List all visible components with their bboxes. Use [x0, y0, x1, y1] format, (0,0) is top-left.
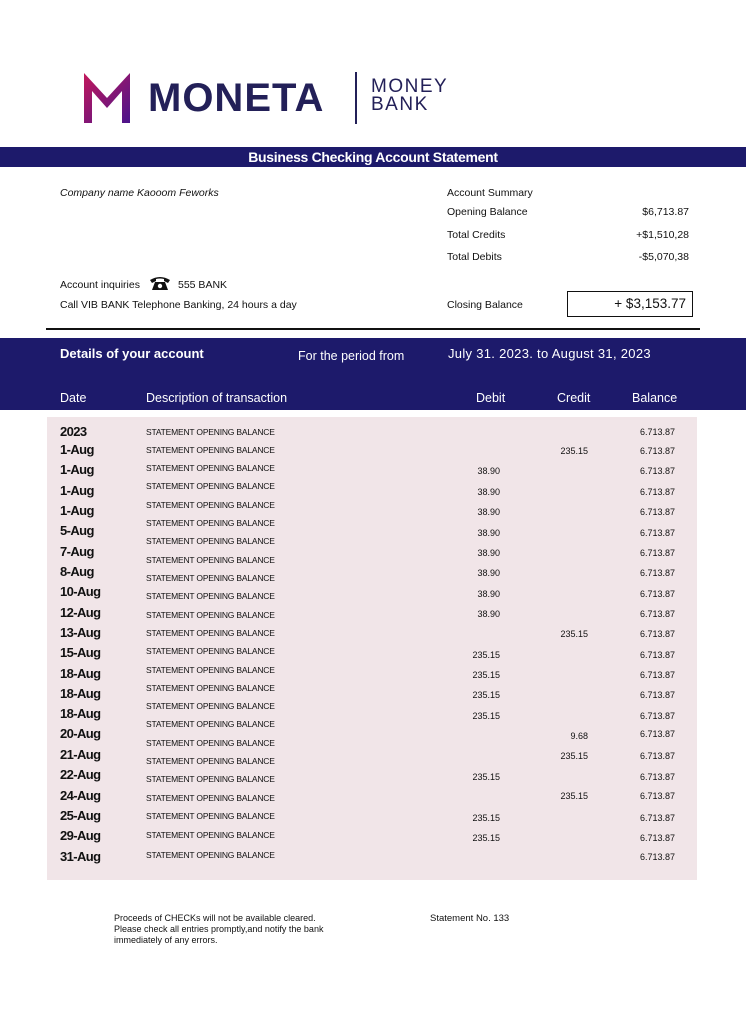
row-description: STATEMENT OPENING BALANCE	[146, 500, 275, 510]
row-date: 7-Aug	[60, 544, 94, 559]
footnote: Proceeds of CHECKs will not be available cleared. Please check all entries promptly,and notify the bank immediately of any errors.	[114, 913, 324, 945]
row-credit: 235.15	[560, 629, 588, 639]
row-balance: 6.713.87	[639, 568, 675, 578]
row-debit: 38.90	[477, 466, 500, 476]
total-debits-value: -$5,070,38	[638, 251, 689, 263]
row-description: STATEMENT OPENING BALANCE	[146, 610, 275, 620]
row-balance: 6.713.87	[639, 487, 675, 497]
row-balance: 6.713.87	[639, 852, 675, 862]
row-description: STATEMENT OPENING BALANCE	[146, 701, 275, 711]
row-description: STATEMENT OPENING BALANCE	[146, 756, 275, 766]
col-description: Description of transaction	[146, 391, 288, 405]
col-debit: Debit	[476, 391, 506, 405]
row-description: STATEMENT OPENING BALANCE	[146, 628, 275, 638]
bank-subtitle-line1: MONEY	[371, 76, 449, 97]
row-debit: 235.15	[472, 711, 500, 721]
row-debit: 38.90	[477, 548, 500, 558]
total-credits-label: Total Credits	[447, 229, 506, 241]
row-debit: 38.90	[477, 609, 500, 619]
row-debit: 235.15	[472, 772, 500, 782]
row-debit: 38.90	[477, 528, 500, 538]
row-date: 1-Aug	[60, 462, 94, 477]
row-description: STATEMENT OPENING BALANCE	[146, 591, 275, 601]
row-description: STATEMENT OPENING BALANCE	[146, 774, 275, 784]
row-balance: 6.713.87	[639, 446, 675, 456]
bank-subtitle-line2: BANK	[371, 94, 429, 115]
row-balance: 6.713.87	[639, 670, 675, 680]
row-debit: 235.15	[472, 650, 500, 660]
row-date: 31-Aug	[60, 849, 101, 864]
row-debit: 235.15	[472, 813, 500, 823]
opening-balance-value: $6,713.87	[642, 206, 689, 218]
statement-title: Business Checking Account Statement	[248, 149, 498, 165]
row-balance: 6.713.87	[639, 791, 675, 801]
row-balance: 6.713.87	[639, 772, 675, 782]
row-balance: 6.713.87	[639, 729, 675, 739]
row-date: 5-Aug	[60, 523, 94, 538]
row-balance: 6.713.87	[639, 833, 675, 843]
col-date: Date	[60, 391, 87, 405]
inquiries-phone: 555 BANK	[178, 279, 228, 291]
row-date: 18-Aug	[60, 666, 101, 681]
transactions-table	[47, 417, 697, 880]
row-description: STATEMENT OPENING BALANCE	[146, 683, 275, 693]
row-description: STATEMENT OPENING BALANCE	[146, 665, 275, 675]
row-date: 1-Aug	[60, 442, 94, 457]
row-description: STATEMENT OPENING BALANCE	[146, 646, 275, 656]
row-description: STATEMENT OPENING BALANCE	[146, 555, 275, 565]
row-description: STATEMENT OPENING BALANCE	[146, 850, 275, 860]
row-date: 20-Aug	[60, 726, 101, 741]
row-debit: 235.15	[472, 833, 500, 843]
period-value: July 31. 2023. to August 31, 2023	[448, 346, 651, 361]
period-label: For the period from	[298, 349, 405, 363]
inquiries-note: Call VIB BANK Telephone Banking, 24 hours a day	[60, 299, 297, 311]
row-description: STATEMENT OPENING BALANCE	[146, 518, 275, 528]
divider-rule	[46, 328, 700, 330]
row-description: STATEMENT OPENING BALANCE	[146, 719, 275, 729]
row-debit: 38.90	[477, 568, 500, 578]
row-balance: 6.713.87	[639, 650, 675, 660]
closing-balance-value: + $3,153.77	[567, 291, 693, 317]
row-debit: 235.15	[472, 670, 500, 680]
row-balance: 6.713.87	[639, 548, 675, 558]
row-credit: 235.15	[560, 446, 588, 456]
bank-subtitle	[371, 78, 448, 114]
company-name: Company name Kaooom Feworks	[60, 187, 219, 199]
row-credit: 235.15	[560, 791, 588, 801]
row-description: STATEMENT OPENING BALANCE	[146, 811, 275, 821]
row-debit: 38.90	[477, 487, 500, 497]
row-debit: 38.90	[477, 589, 500, 599]
row-balance: 6.713.87	[639, 609, 675, 619]
row-date: 1-Aug	[60, 503, 94, 518]
row-balance: 6.713.87	[639, 528, 675, 538]
row-date: 8-Aug	[60, 564, 94, 579]
row-date: 22-Aug	[60, 767, 101, 782]
row-balance: 6.713.87	[639, 813, 675, 823]
row-date: 29-Aug	[60, 828, 101, 843]
row-balance: 6.713.87	[639, 466, 675, 476]
closing-balance-label: Closing Balance	[447, 299, 523, 311]
row-credit: 9.68	[570, 731, 588, 741]
row-balance: 6.713.87	[639, 427, 675, 437]
row-date: 12-Aug	[60, 605, 101, 620]
row-date: 24-Aug	[60, 788, 101, 803]
row-date: 13-Aug	[60, 625, 101, 640]
col-balance: Balance	[632, 391, 678, 405]
row-description: STATEMENT OPENING BALANCE	[146, 830, 275, 840]
row-description: STATEMENT OPENING BALANCE	[146, 738, 275, 748]
row-balance: 6.713.87	[639, 629, 675, 639]
logo-divider	[355, 72, 357, 124]
row-balance: 6.713.87	[639, 589, 675, 599]
row-description: STATEMENT OPENING BALANCE	[146, 427, 275, 437]
row-balance: 6.713.87	[639, 751, 675, 761]
row-date: 10-Aug	[60, 584, 101, 599]
row-description: STATEMENT OPENING BALANCE	[146, 481, 275, 491]
row-description: STATEMENT OPENING BALANCE	[146, 445, 275, 455]
row-date: 1-Aug	[60, 483, 94, 498]
row-date: 15-Aug	[60, 645, 101, 660]
row-debit: 235.15	[472, 690, 500, 700]
row-balance: 6.713.87	[639, 711, 675, 721]
row-date: 18-Aug	[60, 706, 101, 721]
row-description: STATEMENT OPENING BALANCE	[146, 573, 275, 583]
row-credit: 235.15	[560, 751, 588, 761]
inquiries-label: Account inquiries	[60, 279, 140, 291]
summary-heading: Account Summary	[447, 187, 533, 199]
row-description: STATEMENT OPENING BALANCE	[146, 793, 275, 803]
row-description: STATEMENT OPENING BALANCE	[146, 463, 275, 473]
row-date: 18-Aug	[60, 686, 101, 701]
row-date: 25-Aug	[60, 808, 101, 823]
row-debit: 38.90	[477, 507, 500, 517]
row-date: 21-Aug	[60, 747, 101, 762]
total-credits-value: +$1,510,28	[636, 229, 689, 241]
opening-balance-label: Opening Balance	[447, 206, 528, 218]
row-date: 2023	[60, 424, 87, 439]
details-heading: Details of your account	[60, 346, 204, 361]
bank-name: MONETA	[148, 76, 325, 120]
row-balance: 6.713.87	[639, 507, 675, 517]
col-credit: Credit	[557, 391, 591, 405]
telephone-icon	[149, 275, 171, 291]
statement-number: Statement No. 133	[430, 913, 510, 924]
total-debits-label: Total Debits	[447, 251, 502, 263]
row-description: STATEMENT OPENING BALANCE	[146, 536, 275, 546]
row-balance: 6.713.87	[639, 690, 675, 700]
moneta-logo-icon	[82, 71, 132, 125]
